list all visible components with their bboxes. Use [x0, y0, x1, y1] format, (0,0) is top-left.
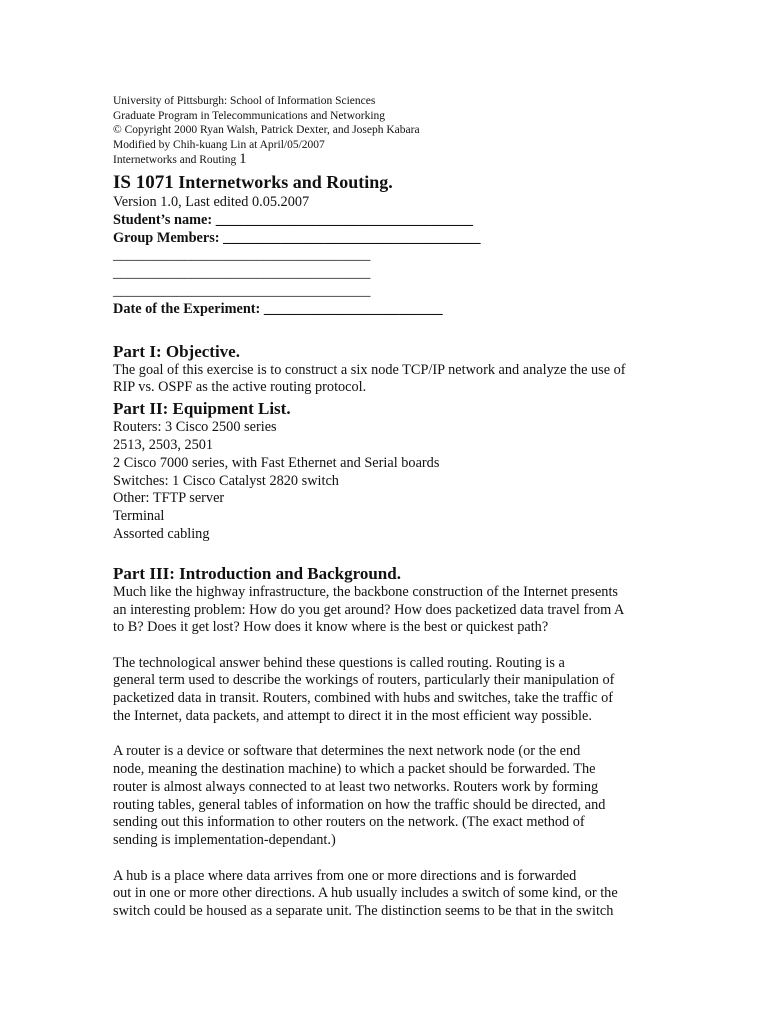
paragraph-line: routing tables, general tables of information on how the traffic should be directed, and	[113, 796, 606, 813]
paragraph-line: The technological answer behind these questions is called routing. Routing is a	[113, 654, 565, 671]
paragraph-line: sending out this information to other routers on the network. (The exact method of	[113, 814, 585, 831]
equipment-item: Other: TFTP server	[113, 490, 225, 507]
course-title: Internetworks and Routing.	[178, 171, 393, 192]
part3-paragraph-4	[113, 868, 673, 921]
part3-paragraph-1	[113, 584, 673, 637]
student-name-field	[113, 212, 673, 230]
part1-paragraph	[113, 362, 673, 398]
student-name-blank: ____________________________________	[215, 211, 474, 228]
header-university: University of Pittsburgh: School of Information Sciences	[113, 95, 376, 107]
document-page	[113, 94, 673, 921]
part3-paragraph-3	[113, 743, 673, 850]
equipment-item: Routers: 3 Cisco 2500 series	[113, 419, 277, 436]
equipment-item: Switches: 1 Cisco Catalyst 2820 switch	[113, 472, 339, 489]
paragraph-line: The goal of this exercise is to construct a six node TCP/IP network and analyze the use of	[113, 361, 626, 378]
version-line: Version 1.0, Last edited 0.05.2007	[113, 193, 310, 210]
equipment-item: Terminal	[113, 508, 165, 525]
paragraph-line: sending is implementation-dependant.)	[113, 832, 336, 849]
paragraph-gap	[113, 637, 673, 655]
paragraph-gap	[113, 850, 673, 868]
experiment-date-blank: _________________________	[263, 300, 443, 317]
student-form	[113, 194, 673, 319]
paragraph-line: switch could be housed as a separate unit. The distinction seems to be that in the switch	[113, 903, 614, 920]
course-code: IS 1071	[113, 171, 174, 193]
paragraph-line: packetized data in transit. Routers, combined with hubs and switches, take the traffic of	[113, 690, 613, 707]
equipment-list	[113, 419, 673, 544]
group-member-blank-2: ____________________________________	[113, 265, 371, 282]
equipment-item: Assorted cabling	[113, 525, 210, 542]
part1-heading: Part I: Objective.	[113, 341, 240, 361]
equipment-item: 2513, 2503, 2501	[113, 436, 214, 453]
part2-heading: Part II: Equipment List.	[113, 399, 291, 419]
part3-heading: Part III: Introduction and Background.	[113, 563, 401, 583]
header-copyright: © Copyright 2000 Ryan Walsh, Patrick Dexter, and Joseph Kabara	[113, 124, 420, 137]
paragraph-line: general term used to describe the workings of routers, particularly their manipulation of	[113, 672, 615, 689]
paragraph-gap	[113, 726, 673, 744]
paragraph-line: RIP vs. OSPF as the active routing protocol.	[113, 379, 367, 396]
paragraph-line: to B? Does it get lost? How does it know where is the best or quickest path?	[113, 619, 549, 636]
equipment-item: 2 Cisco 7000 series, with Fast Ethernet and Serial boards	[113, 454, 440, 471]
experiment-date-field	[113, 301, 673, 319]
paragraph-line: A router is a device or software that determines the next network node (or the end	[113, 743, 581, 760]
paragraph-line: Much like the highway infrastructure, the backbone construction of the Internet presents	[113, 583, 618, 600]
paragraph-line: out in one or more other directions. A hub usually includes a switch of some kind, or the	[113, 885, 618, 902]
paragraph-line: A hub is a place where data arrives from one or more directions and is forwarded	[113, 867, 577, 884]
part3-paragraph-2	[113, 655, 673, 726]
group-members-blank: ____________________________________	[223, 229, 481, 246]
student-name-label: Student’s name:	[113, 211, 216, 228]
header-course	[113, 152, 673, 168]
paragraph-line: router is almost always connected to at least two networks. Routers work by forming	[113, 778, 599, 795]
paragraph-line: the Internet, data packets, and attempt to direct it in the most efficient way possible.	[113, 708, 592, 724]
group-member-blank-3: ____________________________________	[113, 282, 371, 299]
header-modified: Modified by Chih-kuang Lin at April/05/2007	[113, 138, 325, 151]
document-header	[113, 94, 673, 168]
header-program: Graduate Program in Telecommunications and Networking	[113, 109, 386, 122]
paragraph-line: node, meaning the destination machine) to which a packet should be forwarded. The	[113, 761, 596, 778]
paragraph-line: an interesting problem: How do you get around? How does packetized data travel from A	[113, 601, 625, 618]
document-title	[113, 171, 673, 194]
header-course-text: Internetworks and Routing	[113, 154, 237, 167]
group-members-field	[113, 230, 673, 248]
group-member-blank-1: ____________________________________	[113, 247, 371, 264]
group-members-label: Group Members:	[113, 229, 224, 246]
experiment-date-label: Date of the Experiment:	[113, 300, 264, 317]
header-course-number: 1	[239, 151, 247, 168]
